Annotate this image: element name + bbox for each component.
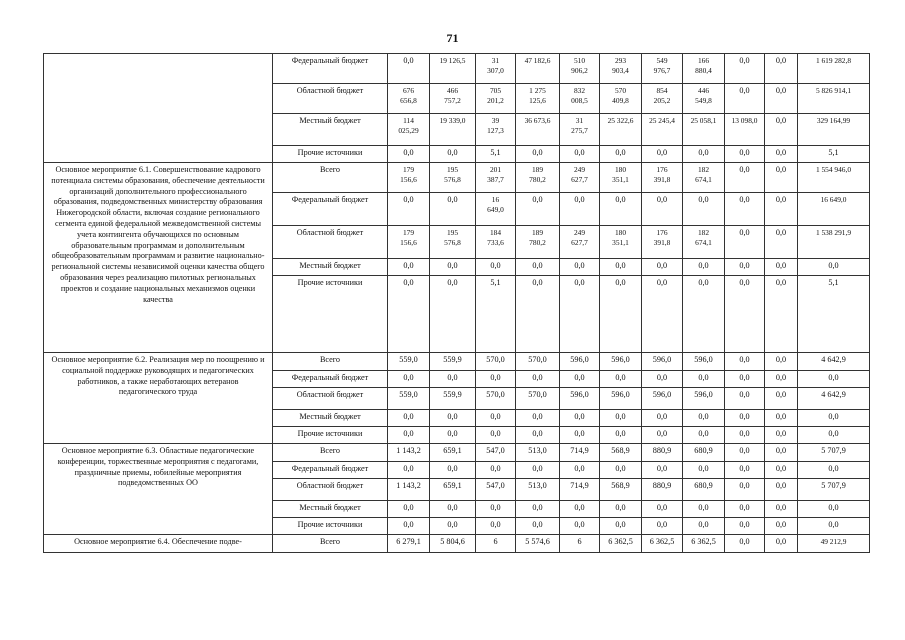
- value-cell: 0,0: [516, 371, 560, 388]
- total-cell: 1 538 291,9: [798, 226, 870, 259]
- value-cell: 0,0: [683, 410, 725, 427]
- value-cell: 0,0: [476, 518, 516, 535]
- value-cell: 513,0: [516, 479, 560, 501]
- value-cell: 0,0: [560, 193, 600, 226]
- value-cell: 596,0: [683, 353, 725, 371]
- value-cell: 680,9: [683, 444, 725, 462]
- value-cell: 0,0: [560, 371, 600, 388]
- funding-source: Федеральный бюджет: [273, 193, 388, 226]
- total-cell: 0,0: [798, 410, 870, 427]
- activity-description: Основное мероприятие 6.1. Совершенствование кадрового потенциала системы образования, обеспечение деятельности организаций дополнительного профессионального образования, подведомственных министерству образования Нижегородской области, включая создание регионального сегмента единой федеральной межведомственной системы учета контингента обучающихся по основным образовательным программам и дополнительным общеобразовательным программам и развитие национально-региональной системы независимой оценки качества общего образования через реализацию пилотных региональных проектов и создание национальных механизмов оценки качества: [44, 163, 273, 353]
- total-cell: 0,0: [798, 462, 870, 479]
- value-cell: 6 362,5: [600, 535, 642, 553]
- value-cell: 0,0: [765, 146, 798, 163]
- total-cell: 4 642,9: [798, 353, 870, 371]
- value-cell: 6 279,1: [388, 535, 430, 553]
- value-cell: 596,0: [600, 388, 642, 410]
- funding-source: Местный бюджет: [273, 410, 388, 427]
- value-cell: 596,0: [600, 353, 642, 371]
- table-row: [44, 163, 870, 193]
- funding-source: Федеральный бюджет: [273, 54, 388, 84]
- value-cell: 0,0: [765, 427, 798, 444]
- value-cell: 0,0: [388, 501, 430, 518]
- value-cell: 0,0: [476, 371, 516, 388]
- total-cell: 0,0: [798, 371, 870, 388]
- value-cell: 249 627,7: [560, 226, 600, 259]
- value-cell: 0,0: [642, 501, 683, 518]
- value-cell: 0,0: [765, 84, 798, 114]
- value-cell: 0,0: [765, 54, 798, 84]
- value-cell: 0,0: [683, 276, 725, 353]
- value-cell: 0,0: [476, 410, 516, 427]
- value-cell: 6 362,5: [683, 535, 725, 553]
- value-cell: 0,0: [642, 146, 683, 163]
- value-cell: 39 127,3: [476, 114, 516, 146]
- value-cell: 568,9: [600, 479, 642, 501]
- value-cell: 0,0: [600, 259, 642, 276]
- value-cell: 0,0: [642, 518, 683, 535]
- value-cell: 0,0: [765, 462, 798, 479]
- value-cell: 0,0: [725, 410, 765, 427]
- value-cell: 0,0: [725, 146, 765, 163]
- budget-table: [43, 53, 870, 553]
- value-cell: 25 245,4: [642, 114, 683, 146]
- value-cell: 0,0: [516, 259, 560, 276]
- value-cell: 195 576,8: [430, 226, 476, 259]
- value-cell: 0,0: [560, 146, 600, 163]
- value-cell: 179 156,6: [388, 163, 430, 193]
- value-cell: 0,0: [725, 462, 765, 479]
- value-cell: 0,0: [600, 193, 642, 226]
- value-cell: 16 649,0: [476, 193, 516, 226]
- value-cell: 0,0: [560, 259, 600, 276]
- value-cell: 180 351,1: [600, 163, 642, 193]
- value-cell: 0,0: [765, 444, 798, 462]
- value-cell: 0,0: [600, 146, 642, 163]
- value-cell: 179 156,6: [388, 226, 430, 259]
- value-cell: 714,9: [560, 444, 600, 462]
- funding-source: Прочие источники: [273, 146, 388, 163]
- total-cell: 16 649,0: [798, 193, 870, 226]
- value-cell: 0,0: [560, 276, 600, 353]
- value-cell: 547,0: [476, 444, 516, 462]
- value-cell: 182 674,1: [683, 163, 725, 193]
- funding-source: Местный бюджет: [273, 501, 388, 518]
- value-cell: 0,0: [476, 462, 516, 479]
- total-cell: 5,1: [798, 146, 870, 163]
- value-cell: 182 674,1: [683, 226, 725, 259]
- value-cell: 0,0: [725, 276, 765, 353]
- value-cell: 1 143,2: [388, 479, 430, 501]
- value-cell: 0,0: [516, 518, 560, 535]
- value-cell: 0,0: [642, 371, 683, 388]
- funding-source: Областной бюджет: [273, 479, 388, 501]
- value-cell: 195 576,8: [430, 163, 476, 193]
- activity-description: [44, 54, 273, 163]
- value-cell: 0,0: [765, 388, 798, 410]
- value-cell: 0,0: [600, 410, 642, 427]
- value-cell: 114 025,29: [388, 114, 430, 146]
- funding-source: Областной бюджет: [273, 388, 388, 410]
- value-cell: 0,0: [516, 276, 560, 353]
- total-cell: 5 707,9: [798, 479, 870, 501]
- value-cell: 5,1: [476, 276, 516, 353]
- value-cell: 568,9: [600, 444, 642, 462]
- value-cell: 0,0: [600, 427, 642, 444]
- value-cell: 880,9: [642, 479, 683, 501]
- value-cell: 0,0: [388, 146, 430, 163]
- value-cell: 19 339,0: [430, 114, 476, 146]
- value-cell: 0,0: [516, 146, 560, 163]
- value-cell: 0,0: [430, 427, 476, 444]
- value-cell: 249 627,7: [560, 163, 600, 193]
- value-cell: 0,0: [476, 427, 516, 444]
- value-cell: 0,0: [642, 427, 683, 444]
- value-cell: 0,0: [725, 84, 765, 114]
- value-cell: 0,0: [765, 259, 798, 276]
- value-cell: 0,0: [600, 371, 642, 388]
- value-cell: 0,0: [430, 518, 476, 535]
- value-cell: 0,0: [725, 193, 765, 226]
- value-cell: 0,0: [516, 462, 560, 479]
- value-cell: 0,0: [765, 276, 798, 353]
- total-cell: 0,0: [798, 518, 870, 535]
- value-cell: 0,0: [430, 259, 476, 276]
- value-cell: 25 058,1: [683, 114, 725, 146]
- value-cell: 0,0: [388, 276, 430, 353]
- value-cell: 0,0: [388, 427, 430, 444]
- funding-source: Прочие источники: [273, 276, 388, 353]
- value-cell: 0,0: [725, 353, 765, 371]
- value-cell: 0,0: [683, 501, 725, 518]
- value-cell: 0,0: [725, 163, 765, 193]
- funding-source: Областной бюджет: [273, 226, 388, 259]
- table-row: [44, 444, 870, 462]
- value-cell: 25 322,6: [600, 114, 642, 146]
- value-cell: 0,0: [600, 518, 642, 535]
- value-cell: 31 275,7: [560, 114, 600, 146]
- value-cell: 705 201,2: [476, 84, 516, 114]
- value-cell: 0,0: [388, 462, 430, 479]
- total-cell: 0,0: [798, 259, 870, 276]
- value-cell: 547,0: [476, 479, 516, 501]
- funding-source: Прочие источники: [273, 518, 388, 535]
- value-cell: 0,0: [560, 462, 600, 479]
- value-cell: 189 780,2: [516, 226, 560, 259]
- total-cell: 1 619 282,8: [798, 54, 870, 84]
- value-cell: 570,0: [516, 388, 560, 410]
- value-cell: 176 391,8: [642, 226, 683, 259]
- value-cell: 0,0: [683, 371, 725, 388]
- value-cell: 0,0: [600, 462, 642, 479]
- value-cell: 5,1: [476, 146, 516, 163]
- value-cell: 0,0: [476, 501, 516, 518]
- value-cell: 6: [560, 535, 600, 553]
- value-cell: 0,0: [725, 226, 765, 259]
- value-cell: 0,0: [430, 462, 476, 479]
- value-cell: 0,0: [725, 54, 765, 84]
- value-cell: 510 906,2: [560, 54, 600, 84]
- value-cell: 832 008,5: [560, 84, 600, 114]
- value-cell: 0,0: [642, 259, 683, 276]
- value-cell: 0,0: [430, 501, 476, 518]
- value-cell: 880,9: [642, 444, 683, 462]
- value-cell: 0,0: [765, 479, 798, 501]
- total-cell: 1 554 946,0: [798, 163, 870, 193]
- value-cell: 0,0: [725, 371, 765, 388]
- activity-description: Основное мероприятие 6.2. Реализация мер по поощрению и социальной поддержке руководящих и педагогических работников, а также неработающих ветеранов педагогического труда: [44, 353, 273, 444]
- value-cell: 0,0: [765, 371, 798, 388]
- value-cell: 0,0: [430, 410, 476, 427]
- value-cell: 0,0: [725, 535, 765, 553]
- value-cell: 513,0: [516, 444, 560, 462]
- value-cell: 189 780,2: [516, 163, 560, 193]
- value-cell: 570,0: [516, 353, 560, 371]
- value-cell: 0,0: [765, 114, 798, 146]
- value-cell: 0,0: [765, 501, 798, 518]
- value-cell: 0,0: [388, 193, 430, 226]
- total-cell: 4 642,9: [798, 388, 870, 410]
- value-cell: 596,0: [642, 388, 683, 410]
- value-cell: 0,0: [476, 259, 516, 276]
- table-row: [44, 535, 870, 553]
- value-cell: 201 387,7: [476, 163, 516, 193]
- funding-source: Всего: [273, 444, 388, 462]
- value-cell: 559,0: [388, 353, 430, 371]
- funding-source: Всего: [273, 163, 388, 193]
- value-cell: 0,0: [683, 146, 725, 163]
- value-cell: 0,0: [642, 410, 683, 427]
- total-cell: 5 707,9: [798, 444, 870, 462]
- total-cell: 0,0: [798, 427, 870, 444]
- funding-source: Всего: [273, 353, 388, 371]
- value-cell: 596,0: [642, 353, 683, 371]
- value-cell: 659,1: [430, 479, 476, 501]
- value-cell: 36 673,6: [516, 114, 560, 146]
- value-cell: 596,0: [560, 353, 600, 371]
- value-cell: 0,0: [430, 371, 476, 388]
- value-cell: 0,0: [642, 462, 683, 479]
- value-cell: 0,0: [388, 410, 430, 427]
- table-body: [44, 54, 870, 553]
- funding-source: Областной бюджет: [273, 84, 388, 114]
- page-number: 71: [446, 31, 459, 45]
- value-cell: 5 574,6: [516, 535, 560, 553]
- value-cell: 0,0: [765, 193, 798, 226]
- value-cell: 47 182,6: [516, 54, 560, 84]
- value-cell: 0,0: [600, 276, 642, 353]
- value-cell: 0,0: [725, 259, 765, 276]
- table-row: [44, 353, 870, 371]
- table-row: [44, 54, 870, 84]
- value-cell: 6 362,5: [642, 535, 683, 553]
- value-cell: 466 757,2: [430, 84, 476, 114]
- total-cell: 0,0: [798, 501, 870, 518]
- value-cell: 0,0: [683, 259, 725, 276]
- value-cell: 0,0: [388, 371, 430, 388]
- value-cell: 570 409,8: [600, 84, 642, 114]
- total-cell: 5,1: [798, 276, 870, 353]
- value-cell: 0,0: [765, 163, 798, 193]
- value-cell: 0,0: [765, 226, 798, 259]
- value-cell: 184 733,6: [476, 226, 516, 259]
- value-cell: 596,0: [560, 388, 600, 410]
- value-cell: 1 275 125,6: [516, 84, 560, 114]
- value-cell: 0,0: [765, 410, 798, 427]
- value-cell: 549 976,7: [642, 54, 683, 84]
- value-cell: 0,0: [560, 501, 600, 518]
- value-cell: 559,0: [388, 388, 430, 410]
- value-cell: 6: [476, 535, 516, 553]
- activity-description: Основное мероприятие 6.3. Областные педагогические конференции, торжественные мероприятия с педагогами, праздничные приемы, юбилейные мероприятия подведомственных ОО: [44, 444, 273, 535]
- funding-source: Прочие источники: [273, 427, 388, 444]
- value-cell: 0,0: [430, 193, 476, 226]
- value-cell: 659,1: [430, 444, 476, 462]
- value-cell: 0,0: [516, 410, 560, 427]
- value-cell: 19 126,5: [430, 54, 476, 84]
- value-cell: 446 549,8: [683, 84, 725, 114]
- value-cell: 0,0: [725, 518, 765, 535]
- value-cell: 176 391,8: [642, 163, 683, 193]
- value-cell: 0,0: [683, 518, 725, 535]
- value-cell: 0,0: [765, 535, 798, 553]
- value-cell: 0,0: [516, 501, 560, 518]
- value-cell: 0,0: [430, 146, 476, 163]
- value-cell: 0,0: [765, 353, 798, 371]
- value-cell: 0,0: [560, 427, 600, 444]
- total-cell: 49 212,9: [798, 535, 870, 553]
- value-cell: 0,0: [560, 410, 600, 427]
- value-cell: 570,0: [476, 388, 516, 410]
- value-cell: 0,0: [600, 501, 642, 518]
- value-cell: 559,9: [430, 388, 476, 410]
- value-cell: 13 098,0: [725, 114, 765, 146]
- value-cell: 0,0: [765, 518, 798, 535]
- value-cell: 293 903,4: [600, 54, 642, 84]
- value-cell: 570,0: [476, 353, 516, 371]
- value-cell: 0,0: [388, 259, 430, 276]
- value-cell: 0,0: [725, 501, 765, 518]
- value-cell: 596,0: [683, 388, 725, 410]
- value-cell: 0,0: [516, 427, 560, 444]
- value-cell: 0,0: [516, 193, 560, 226]
- value-cell: 0,0: [725, 444, 765, 462]
- value-cell: 0,0: [683, 193, 725, 226]
- value-cell: 180 351,1: [600, 226, 642, 259]
- activity-description: Основное мероприятие 6.4. Обеспечение подве-: [44, 535, 273, 553]
- value-cell: 1 143,2: [388, 444, 430, 462]
- value-cell: 676 656,8: [388, 84, 430, 114]
- value-cell: 0,0: [430, 276, 476, 353]
- value-cell: 854 205,2: [642, 84, 683, 114]
- value-cell: 166 880,4: [683, 54, 725, 84]
- value-cell: 0,0: [725, 388, 765, 410]
- value-cell: 0,0: [725, 427, 765, 444]
- value-cell: 0,0: [683, 427, 725, 444]
- value-cell: 0,0: [642, 193, 683, 226]
- total-cell: 329 164,99: [798, 114, 870, 146]
- value-cell: 0,0: [388, 54, 430, 84]
- funding-source: Местный бюджет: [273, 259, 388, 276]
- value-cell: 0,0: [725, 479, 765, 501]
- value-cell: 0,0: [683, 462, 725, 479]
- value-cell: 31 307,0: [476, 54, 516, 84]
- value-cell: 714,9: [560, 479, 600, 501]
- funding-source: Местный бюджет: [273, 114, 388, 146]
- funding-source: Федеральный бюджет: [273, 371, 388, 388]
- value-cell: 5 804,6: [430, 535, 476, 553]
- funding-source: Всего: [273, 535, 388, 553]
- total-cell: 5 826 914,1: [798, 84, 870, 114]
- value-cell: 0,0: [388, 518, 430, 535]
- funding-source: Федеральный бюджет: [273, 462, 388, 479]
- value-cell: 680,9: [683, 479, 725, 501]
- value-cell: 559,9: [430, 353, 476, 371]
- value-cell: 0,0: [642, 276, 683, 353]
- value-cell: 0,0: [560, 518, 600, 535]
